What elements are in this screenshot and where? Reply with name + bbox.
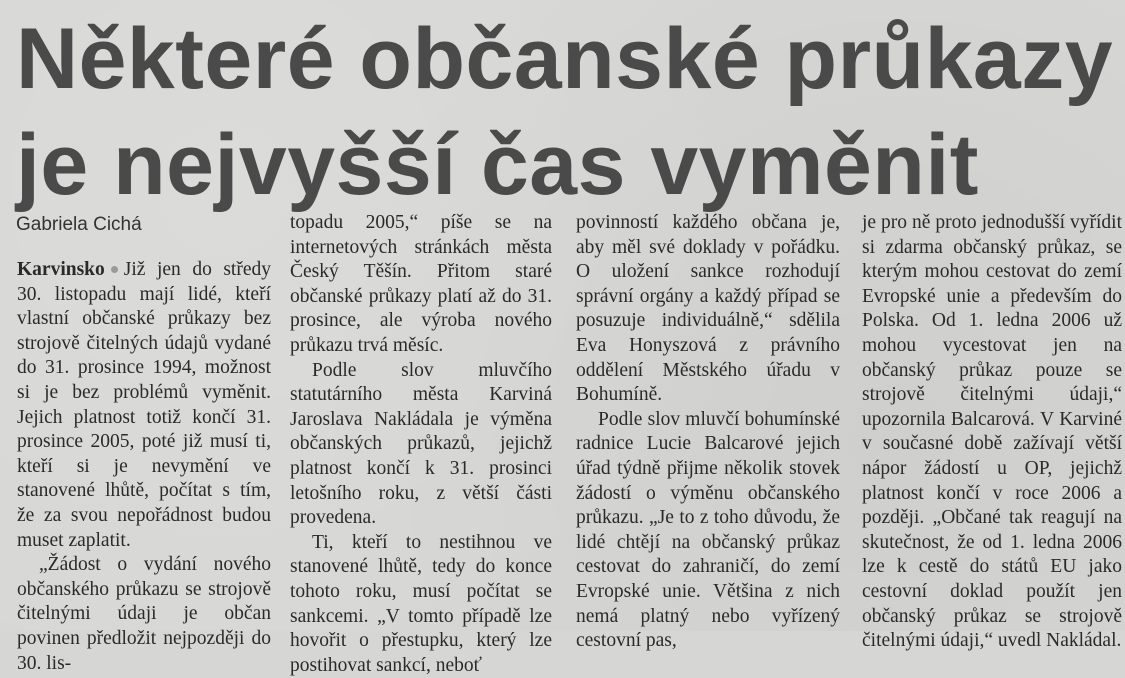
column-1-paragraph-2: „Žádost o vydání nového občanského průkazu se strojově čitelnými údaji je občan povinen předložit nejpozději do 30. lis- bbox=[17, 554, 271, 674]
headline-line-2: je nejvyšší čas vyměnit bbox=[16, 117, 979, 213]
article-headline bbox=[16, 6, 1116, 218]
column-4-paragraph-1: je pro ně proto jednodušší vyřídit si zdarma občanský průkaz, se kterým mohou cestovat do zemí Evropské unie a především do Polska. Od 1. ledna 2006 už mohou vycestovat jen na občanský průkaz pouze se strojově čitelnými údaji,“ upozornila Balcarová. V Karviné v současné době zažívají větší nápor žádostí u OP, jejichž platnost končí v roce 2006 a později. „Občané tak reagují na skutečnost, že od 1. ledna 2006 lze k cestě do států EU jako cestovní doklad použít jen občanský průkaz se strojově čitelnými údaji,“ uvedl Nakládal. bbox=[862, 212, 1122, 652]
dateline-city: Karvinsko bbox=[17, 259, 105, 280]
column-2-paragraph-1: topadu 2005,“ píše se na internetových stránkách města Český Těšín. Přitom staré občanské průkazy platí až do 31. prosince, ale výroba nového průkazu trvá měsíc. bbox=[290, 212, 552, 356]
column-1-paragraph-1-text: Již jen do středy 30. listopadu mají lidé, kteří vlastní občanské průkazy bez strojově čitelných údajů vydané do 31. prosince 1994, možnost si je bez problémů vyměnit. Jejich platnost totiž končí 31. prosince 2005, poté již musí ti, kteří si je nevymění ve stanovené lhůtě, počítat s tím, že za svou nepořádnost budou muset zaplatit. bbox=[17, 259, 271, 551]
article-column-2 bbox=[290, 211, 552, 678]
column-2-paragraph-3: Ti, kteří to nestihnou ve stanovené lhůtě, tedy do konce tohoto roku, musí počítat se sankcemi. „V tomto případě lze hovořit o přestupku, který lze postihovat sankcí, neboť bbox=[290, 531, 552, 676]
column-1-paragraph-1 bbox=[17, 258, 271, 553]
column-2-paragraph-2: Podle slov mluvčího statutárního města Karviná Jaroslava Nakládala je výměna občanských průkazů, jejichž platnost končí k 31. prosinci letošního roku, z větší části provedena. bbox=[290, 359, 552, 529]
author-byline: Gabriela Cichá bbox=[16, 214, 142, 235]
column-3-paragraph-1: povinností každého občana je, aby měl své doklady v pořádku. O uložení sankce rozhodují správní orgány a každý případ se posuzuje individuálně,“ sdělila Eva Honyszová z právního oddělení Městského úřadu v Bohumíně. bbox=[576, 212, 840, 406]
dateline-bullet-icon bbox=[111, 266, 118, 273]
article-column-4 bbox=[862, 211, 1122, 654]
article-column-3 bbox=[576, 211, 840, 654]
headline-line-1: Některé občanské průkazy bbox=[16, 11, 1114, 107]
article-column-1 bbox=[17, 258, 271, 676]
column-3-paragraph-2: Podle slov mluvčí bohumínské radnice Lucie Balcarové jejich úřad týdně přijme několik stovek žádostí o výměnu občanského průkazu. „Je to z toho důvodu, že lidé chtějí na občanský průkaz cestovat do zahraničí, do zemí Evropské unie. Většina z nich nemá platný nebo vyřízený cestovní pas, bbox=[576, 408, 840, 652]
